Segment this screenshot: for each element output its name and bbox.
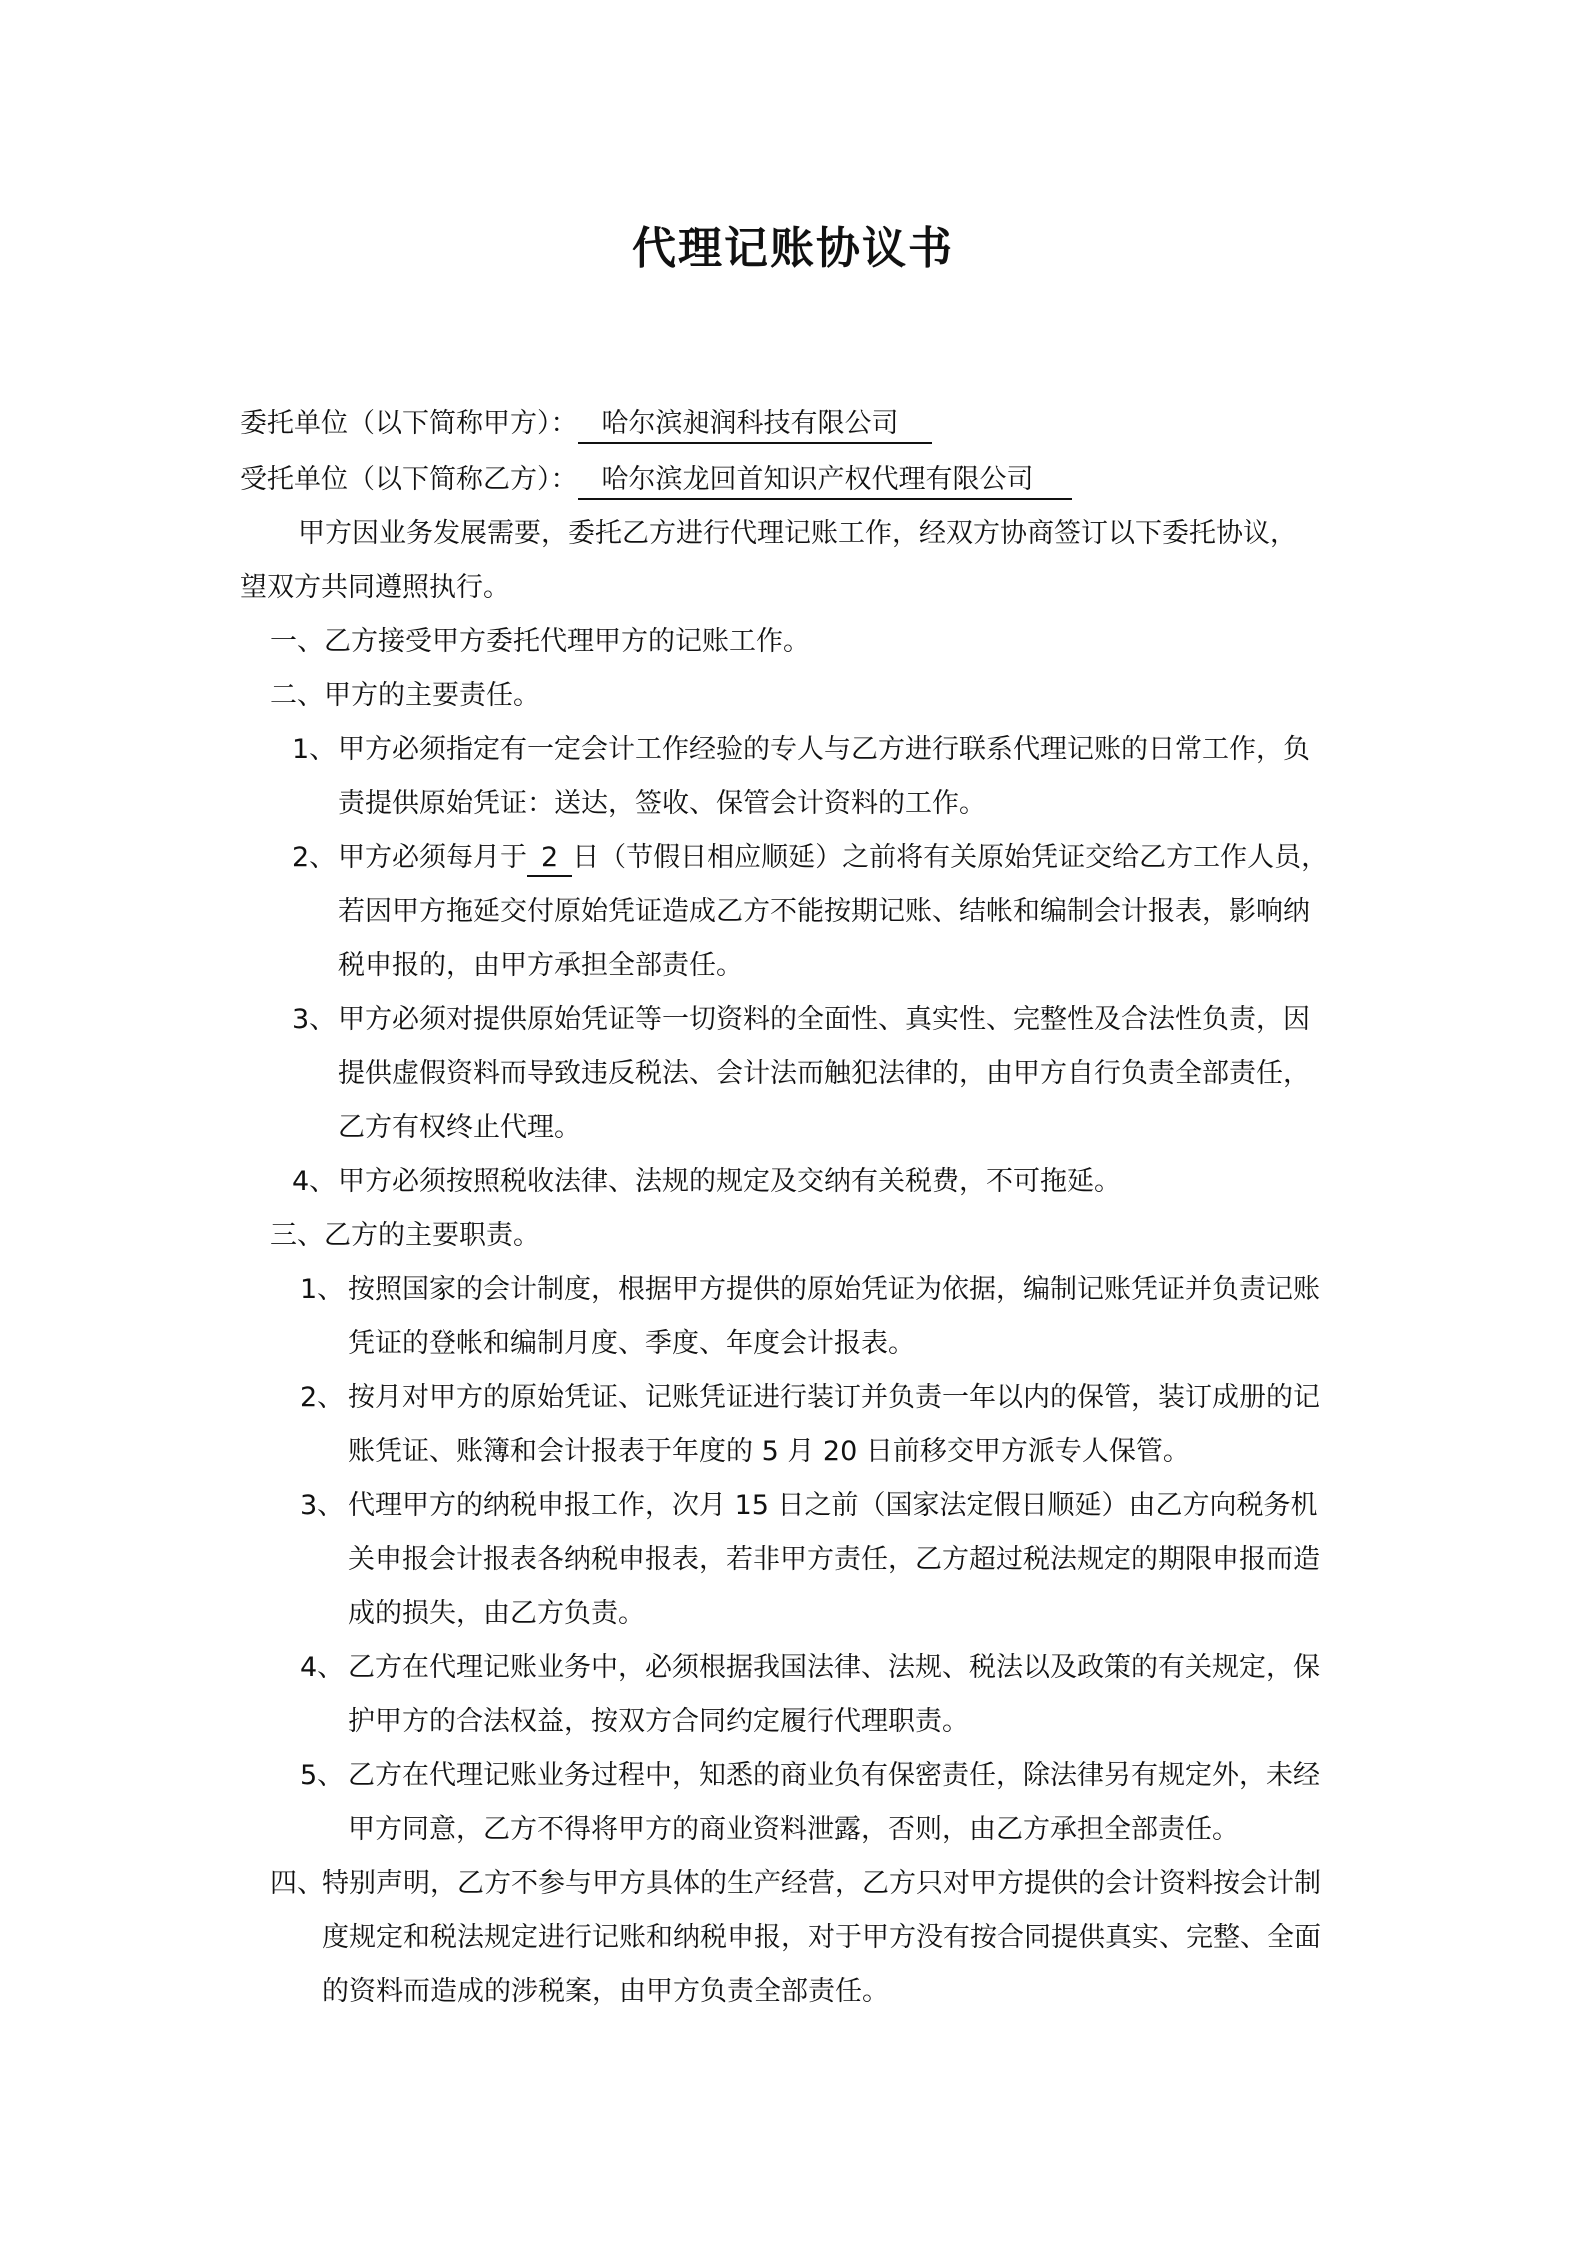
section-number: 四、 — [270, 1868, 324, 1899]
item-number: 2、 — [292, 842, 337, 873]
item-text: 甲方必须按照税收法律、法规的规定及交纳有关税费，不可拖延。 — [338, 1166, 1121, 1197]
item-text-continued: 提供虚假资料而导致违反税法、会计法而触犯法律的，由甲方自行负责全部责任， — [338, 1058, 1310, 1089]
item-text: 甲方必须对提供原始凭证等一切资料的全面性、真实性、完整性及合法性负责，因 — [338, 1004, 1310, 1035]
principal-value: 哈尔滨昶润科技有限公司 — [578, 406, 932, 444]
section-text: 乙方接受甲方委托代理甲方的记账工作。 — [324, 626, 810, 657]
item-text: 甲方必须指定有一定会计工作经验的专人与乙方进行联系代理记账的日常工作，负 — [338, 734, 1310, 765]
item-text-continued: 税申报的，由甲方承担全部责任。 — [338, 950, 743, 981]
agent-party — [240, 460, 1072, 500]
section-2-item-3 — [292, 1000, 1310, 1040]
item-text-continued: 乙方有权终止代理。 — [338, 1112, 581, 1143]
item-text: 代理甲方的纳税申报工作，次月 15 日之前（国家法定假日顺延）由乙方向税务机 — [348, 1490, 1318, 1521]
item-text: 乙方在代理记账业务过程中，知悉的商业负有保密责任，除法律另有规定外，未经 — [348, 1760, 1320, 1791]
agent-value: 哈尔滨龙回首知识产权代理有限公司 — [578, 462, 1072, 500]
section-number: 二、 — [270, 680, 324, 711]
item-text-continued: 甲方同意，乙方不得将甲方的商业资料泄露，否则，由乙方承担全部责任。 — [348, 1814, 1239, 1845]
item-text-continued: 账凭证、账簿和会计报表于年度的 5 月 20 日前移交甲方派专人保管。 — [348, 1436, 1190, 1467]
item-number: 3、 — [300, 1490, 345, 1521]
agent-label: 受托单位（以下简称乙方）： — [240, 464, 578, 495]
item-text: 乙方在代理记账业务中，必须根据我国法律、法规、税法以及政策的有关规定，保 — [348, 1652, 1320, 1683]
section-2-heading — [270, 676, 540, 716]
item-number: 4、 — [292, 1166, 337, 1197]
item-number: 1、 — [300, 1274, 345, 1305]
item-text-continued: 关申报会计报表各纳税申报表，若非甲方责任，乙方超过税法规定的期限申报而造 — [348, 1544, 1320, 1575]
document-title: 代理记账协议书 — [632, 223, 954, 274]
section-3-item-2 — [300, 1378, 1320, 1418]
item-number: 3、 — [292, 1004, 337, 1035]
principal-label: 委托单位（以下简称甲方）： — [240, 408, 578, 439]
section-text-continued: 度规定和税法规定进行记账和纳税申报，对于甲方没有按合同提供真实、完整、全面 — [322, 1922, 1321, 1953]
section-2-item-2 — [292, 838, 1328, 878]
section-text: 特别声明，乙方不参与甲方具体的生产经营，乙方只对甲方提供的会计资料按会计制 — [322, 1868, 1321, 1899]
section-3-item-3 — [300, 1486, 1318, 1526]
section-4 — [270, 1864, 1321, 1904]
principal-party — [240, 404, 932, 444]
item-text-continued: 凭证的登帐和编制月度、季度、年度会计报表。 — [348, 1328, 915, 1359]
item-text-continued: 护甲方的合法权益，按双方合同约定履行代理职责。 — [348, 1706, 969, 1737]
item-text: 甲方必须每月于 — [338, 842, 527, 873]
section-2-item-4 — [292, 1162, 1121, 1202]
section-text-continued: 的资料而造成的涉税案，由甲方负责全部责任。 — [322, 1976, 889, 2007]
section-number: 一、 — [270, 626, 324, 657]
section-1 — [270, 622, 810, 662]
item-number: 5、 — [300, 1760, 345, 1791]
item-text: 按月对甲方的原始凭证、记账凭证进行装订并负责一年以内的保管，装订成册的记 — [348, 1382, 1320, 1413]
item-number: 4、 — [300, 1652, 345, 1683]
submission-day: 2 — [527, 841, 572, 877]
section-3-item-4 — [300, 1648, 1320, 1688]
item-text-continued: 责提供原始凭证：送达，签收、保管会计资料的工作。 — [338, 788, 986, 819]
section-3-item-5 — [300, 1756, 1320, 1796]
item-text-continued: 成的损失，由乙方负责。 — [348, 1598, 645, 1629]
item-number: 2、 — [300, 1382, 345, 1413]
section-text: 乙方的主要职责。 — [324, 1220, 540, 1251]
section-number: 三、 — [270, 1220, 324, 1251]
item-number: 1、 — [292, 734, 337, 765]
section-3-heading — [270, 1216, 540, 1256]
section-text: 甲方的主要责任。 — [324, 680, 540, 711]
item-text: 按照国家的会计制度，根据甲方提供的原始凭证为依据，编制记账凭证并负责记账 — [348, 1274, 1320, 1305]
item-text-continued: 若因甲方拖延交付原始凭证造成乙方不能按期记账、结帐和编制会计报表，影响纳 — [338, 896, 1310, 927]
section-3-item-1 — [300, 1270, 1320, 1310]
preamble-line: 望双方共同遵照执行。 — [240, 572, 510, 603]
preamble-line: 甲方因业务发展需要，委托乙方进行代理记账工作，经双方协商签订以下委托协议， — [298, 518, 1297, 549]
item-text: 日（节假日相应顺延）之前将有关原始凭证交给乙方工作人员， — [572, 842, 1329, 873]
section-2-item-1 — [292, 730, 1310, 770]
